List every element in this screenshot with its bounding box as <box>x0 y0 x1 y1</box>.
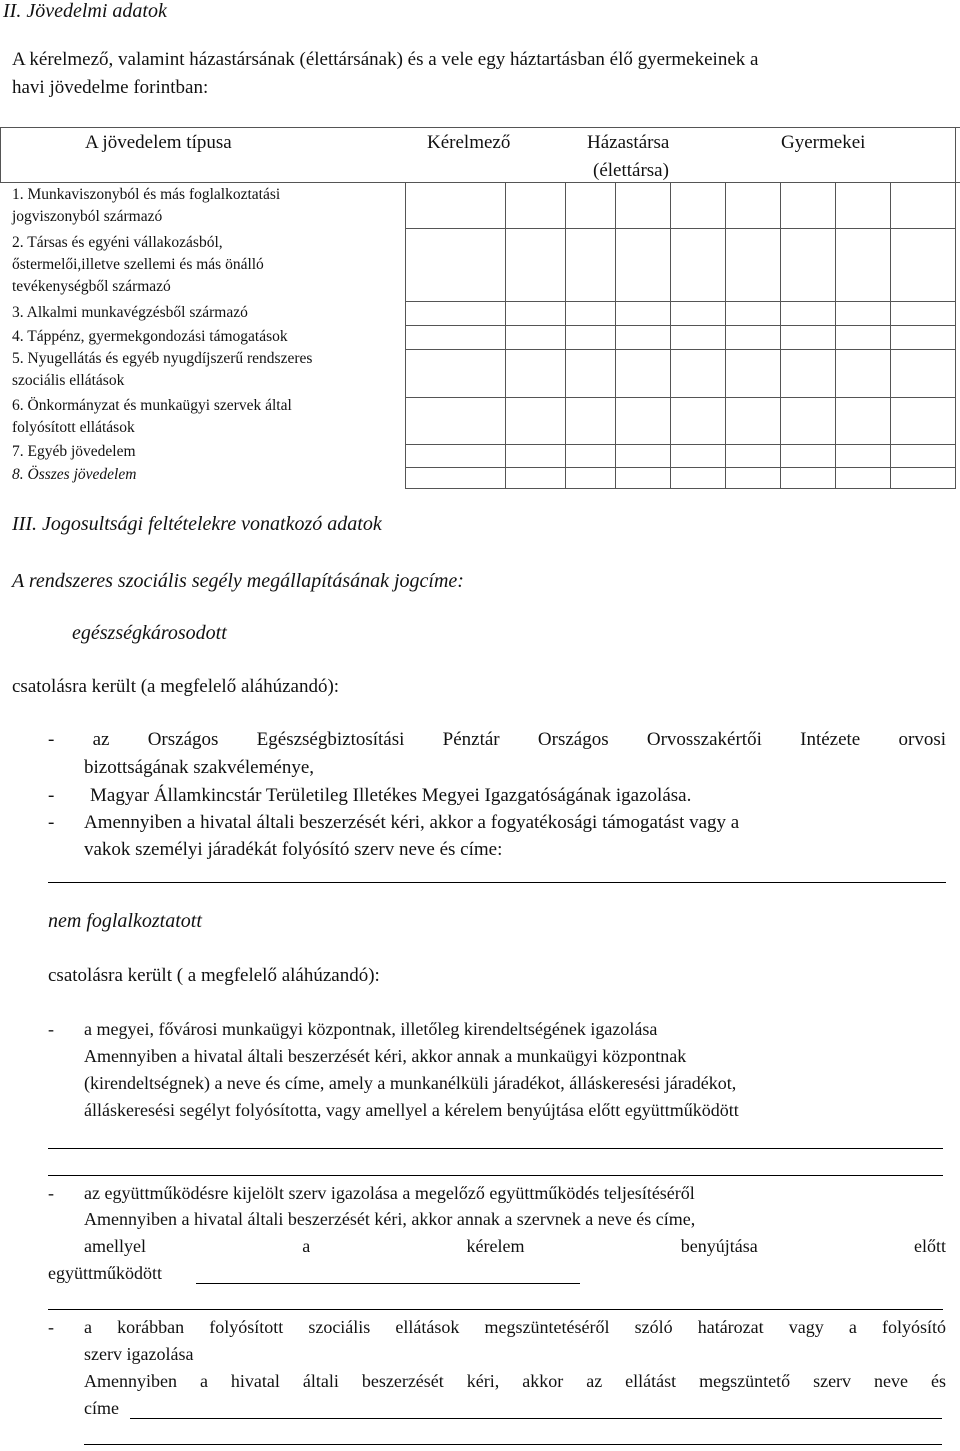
fill-line[interactable] <box>196 1283 580 1284</box>
c2-item1-line4: álláskeresési segélyt folyósította, vagy amellyel a kérelem benyújtása előtt együttműködött <box>84 1100 739 1120</box>
c2-item2-line2: Amennyiben a hivatal általi beszerzését kéri, akkor annak a szervnek a neve és címe, <box>84 1209 696 1229</box>
income-table <box>0 127 960 489</box>
header-children: Gyermekei <box>781 132 866 153</box>
fill-line[interactable] <box>48 882 946 883</box>
fill-line[interactable] <box>48 1148 943 1149</box>
c1-item1-line1: - az Országos Egészségbiztosítási Pénztár Országos Orvosszakértői Intézete orvosi <box>48 729 946 750</box>
dash: - <box>48 785 55 806</box>
header-spouse: Házastársa <box>587 132 670 153</box>
attached-label-2: csatolásra került ( a megfelelő aláhúzandó): <box>48 965 380 986</box>
category-health-damaged: egészségkárosodott <box>72 622 227 644</box>
table-row-label: 4. Táppénz, gyermekgondozási támogatások <box>12 328 288 345</box>
header-applicant: Kérelmező <box>427 132 511 153</box>
c2-item3-line1: a korábban folyósított szociális ellátások megszüntetéséről szóló határozat vagy a folyósító <box>84 1317 946 1337</box>
table-row-label-total: 8. Összes jövedelem <box>12 466 137 483</box>
c1-item3-line1: Amennyiben a hivatal általi beszerzését kéri, akkor a fogyatékosági támogatást vagy a <box>84 812 740 833</box>
table-row-label: 3. Alkalmi munkavégzésből származó <box>12 304 248 321</box>
legal-basis-label: A rendszeres szociális segély megállapításának jogcíme: <box>12 570 464 592</box>
section-ii-intro-line2: havi jövedelme forintban: <box>12 77 209 98</box>
dash: - <box>48 1183 54 1203</box>
dash: - <box>48 812 55 833</box>
c2-item2-line4: együttműködött <box>48 1263 162 1283</box>
c1-item3-line2: vakok személyi járadékát folyósító szerv neve és címe: <box>84 839 503 860</box>
dash: - <box>48 1019 54 1039</box>
c2-item3-line2: szerv igazolása <box>84 1344 194 1364</box>
fill-line[interactable] <box>84 1444 942 1445</box>
category-not-employed: nem foglalkoztatott <box>48 910 202 932</box>
section-iii-title: III. Jogosultsági feltételekre vonatkozó adatok <box>12 513 382 535</box>
section-ii-title: II. Jövedelmi adatok <box>3 0 167 22</box>
c2-item2-line3: amellyel a kérelem benyújtása előtt <box>84 1236 946 1256</box>
table-row-label: 2. Társas és egyéni vállakozásból, őstermelői,illetve szellemi és más önálló tevékenységből származó <box>12 234 264 295</box>
c1-item2: Magyar Államkincstár Területileg Illetékes Megyei Igazgatóságának igazolása. <box>90 785 692 806</box>
header-income-type: A jövedelem típusa <box>85 132 232 153</box>
table-row-label: 7. Egyéb jövedelem <box>12 443 136 460</box>
fill-line[interactable] <box>48 1309 943 1310</box>
fill-line[interactable] <box>130 1418 942 1419</box>
table-row-label: 5. Nyugellátás és egyéb nyugdíjszerű rendszeres szociális ellátások <box>12 350 313 389</box>
dash: - <box>48 1317 54 1337</box>
fill-line[interactable] <box>48 1175 943 1176</box>
c2-item3-line3: Amennyiben a hivatal általi beszerzését kéri, akkor az ellátást megszüntető szerv neve és <box>84 1371 946 1391</box>
c1-item1-line2: bizottságának szakvéleménye, <box>84 757 315 778</box>
c2-item1-line2: Amennyiben a hivatal általi beszerzését kéri, akkor annak a munkaügyi központnak <box>84 1046 687 1066</box>
c2-item1-line1: a megyei, fővárosi munkaügyi központnak, illetőleg kirendeltségének igazolása <box>84 1019 658 1039</box>
c2-item3-line4: címe <box>84 1398 119 1418</box>
header-spouse-sub: (élettársa) <box>593 160 669 181</box>
section-ii-intro-line1: A kérelmező, valamint házastársának (élettársának) és a vele egy háztartásban élő gyermekeinek a <box>12 49 759 70</box>
c2-item1-line3: (kirendeltségnek) a neve és címe, amely a munkanélküli járadékot, álláskeresési járadékot, <box>84 1073 737 1093</box>
attached-label-1: csatolásra került (a megfelelő aláhúzandó): <box>12 676 340 697</box>
c2-item2-line1: az együttműködésre kijelölt szerv igazolása a megelőző együttműködés teljesítéséről <box>84 1183 695 1203</box>
table-row-label: 1. Munkaviszonyból és más foglalkoztatási jogviszonyból származó <box>12 186 281 225</box>
table-row-label: 6. Önkormányzat és munkaügyi szervek által folyósított ellátások <box>12 397 292 436</box>
